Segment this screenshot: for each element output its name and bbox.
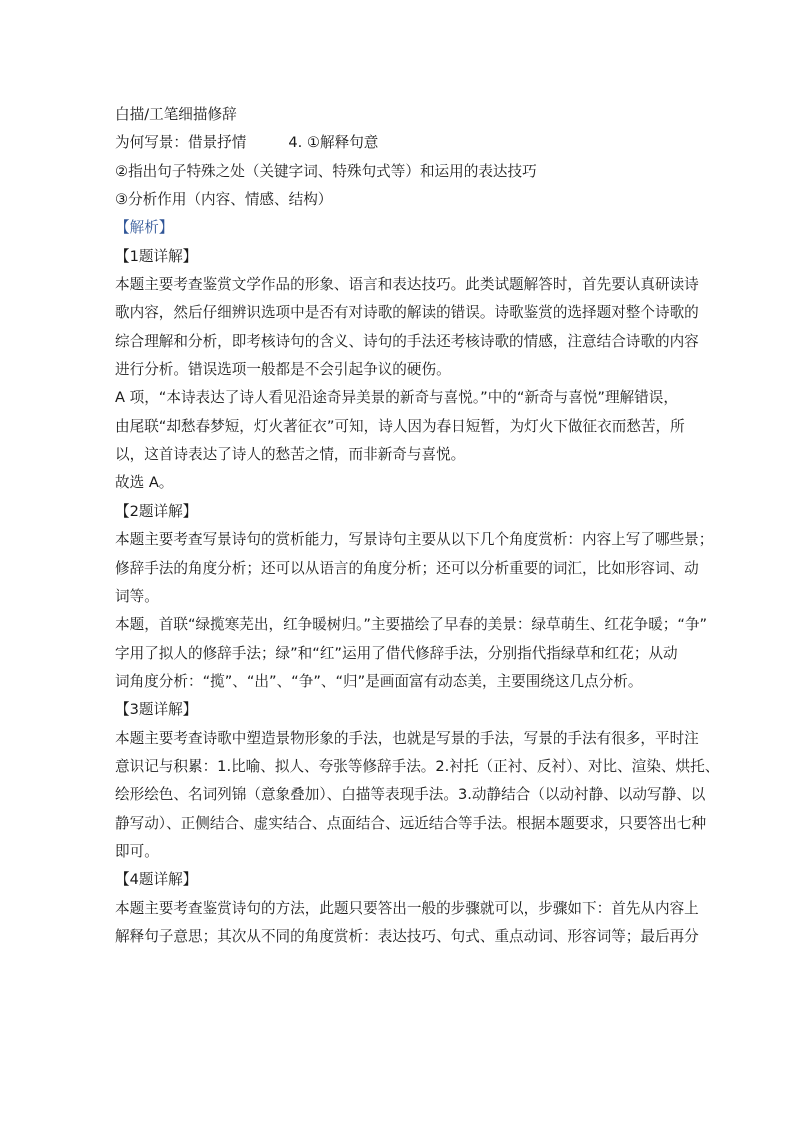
text-line: A 项，“本诗表达了诗人看见沿途奇异美景的新奇与喜悦。”中的“新奇与喜悦”理解错误，	[115, 389, 678, 407]
text-line: 即可。	[115, 842, 159, 860]
text-line: 本题主要考查鉴赏文学作品的形象、语言和表达技巧。此类试题解答时，首先要认真研读诗	[115, 276, 699, 294]
section-heading: 【1题详解】	[115, 247, 198, 265]
text-line: 本题主要考查鉴赏诗句的方法，此题只要答出一般的步骤就可以，步骤如下：首先从内容上	[115, 899, 699, 917]
text-line: 由尾联“却愁春梦短，灯火著征衣”可知，诗人因为春日短暂，为灯火下做征衣而愁苦，所	[115, 417, 685, 435]
text-line-with-question	[115, 129, 685, 157]
text-line: 进行分析。错误选项一般都是不会引起争议的硬伤。	[115, 361, 451, 379]
text-segment: 4. ①解释句意	[288, 134, 379, 152]
section-heading: 【2题详解】	[115, 502, 198, 520]
document-body	[115, 101, 720, 951]
text-line: 白描/工笔细描修辞	[115, 106, 237, 123]
text-line: 歌内容，然后仔细辨识选项中是否有对诗歌的解读的错误。诗歌鉴赏的选择题对整个诗歌的	[115, 304, 699, 322]
text-line: 静写动）、正侧结合、虚实结合、点面结合、远近结合等手法。根据本题要求，只要答出七种	[115, 814, 707, 832]
text-line: 修辞手法的角度分析；还可以从语言的角度分析；还可以分析重要的词汇，比如形容词、动	[115, 559, 699, 577]
section-heading: 【4题详解】	[115, 871, 198, 889]
text-line: 本题，首联“绿揽寒芜出，红争暖树归。”主要描绘了早春的美景：绿草萌生、红花争暖；“争”	[115, 616, 708, 634]
text-line: 意识记与积累：1.比喻、拟人、夸张等修辞手法。2.衬托（正衬、反衬）、对比、渲染、烘托、	[115, 757, 720, 775]
text-line: 绘形绘色、名词列锦（意象叠加）、白描等表现手法。3.动静结合（以动衬静、以动写静、以	[115, 786, 706, 804]
text-line: 解释句子意思；其次从不同的角度赏析：表达技巧、句式、重点动词、形容词等；最后再分	[115, 927, 699, 945]
text-segment: 为何写景：借景抒情	[115, 134, 247, 152]
text-line: ③分析作用（内容、情感、结构）	[115, 191, 333, 209]
text-line: 故选 A。	[115, 474, 174, 492]
text-line: 本题主要考查诗歌中塑造景物形象的手法，也就是写景的手法，写景的手法有很多，平时注	[115, 729, 699, 747]
text-line: 字用了拟人的修辞手法；绿”和“红”运用了借代修辞手法，分别指代指绿草和红花；从动	[115, 644, 678, 662]
section-heading: 【3题详解】	[115, 701, 198, 719]
text-line: 本题主要考查写景诗句的赏析能力，写景诗句主要从以下几个角度赏析：内容上写了哪些景；	[115, 531, 714, 549]
text-line: 词角度分析：“揽”、“出”、“争”、“归”是画面富有动态美，主要围绕这几点分析。	[115, 672, 643, 690]
text-line: ②指出句子特殊之处（关键字词、特殊句式等）和运用的表达技巧	[115, 162, 537, 180]
text-line: 综合理解和分析，即考核诗句的含义、诗句的手法还考核诗歌的情感，注意结合诗歌的内容	[115, 332, 699, 350]
text-line: 词等。	[115, 587, 159, 605]
text-line: 以，这首诗表达了诗人的愁苦之情，而非新奇与喜悦。	[115, 446, 466, 464]
analysis-heading: 【解析】	[115, 219, 174, 237]
